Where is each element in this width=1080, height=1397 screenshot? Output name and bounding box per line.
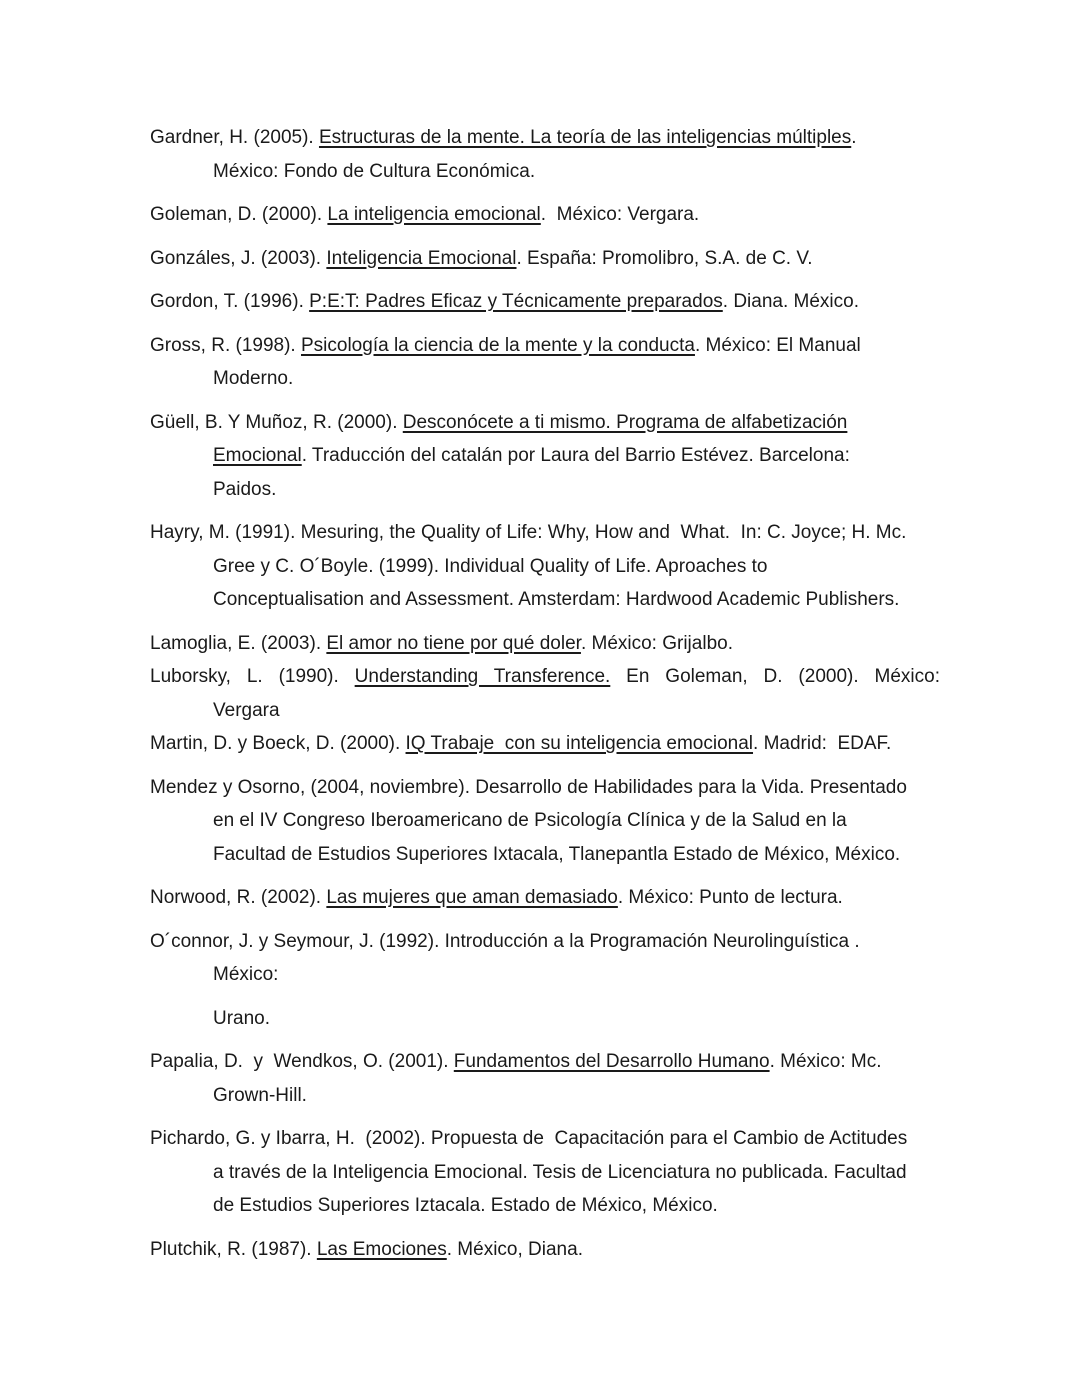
entry-spacer [150, 617, 940, 627]
reference-line [150, 516, 940, 550]
reference-line [150, 329, 940, 363]
reference-entry-plutchik [150, 1233, 940, 1267]
entry-spacer [150, 232, 940, 242]
reference-entry-guell [150, 406, 940, 507]
entry-spacer [150, 1112, 940, 1122]
reference-entry-papalia [150, 1045, 940, 1112]
reference-line [150, 121, 940, 155]
reference-text: Mendez y Osorno, (2004, noviembre). Desarrollo de Habilidades para la Vida. Presentado [150, 776, 907, 798]
reference-text: Güell, B. Y Muñoz, R. (2000). [150, 411, 403, 433]
reference-text: . México: Grijalbo. [580, 632, 733, 654]
entry-spacer [150, 871, 940, 881]
reference-text: . México: Punto de lectura. [617, 887, 843, 908]
reference-title: Understanding Transference. [354, 666, 611, 687]
reference-text: Goleman, D. (2000). [150, 204, 328, 225]
reference-title: Las mujeres que aman demasiado [326, 887, 618, 908]
reference-line [150, 925, 940, 959]
reference-line [150, 1156, 940, 1190]
reference-line [150, 406, 940, 440]
reference-text: . Diana. México. [722, 291, 859, 312]
reference-entry-oconnor-cont [150, 1002, 940, 1036]
reference-line [150, 155, 940, 189]
reference-text: O´connor, J. y Seymour, J. (1992). Introducción a la Programación Neurolinguística . [150, 930, 860, 952]
reference-entry-mendez [150, 771, 940, 872]
reference-line [150, 439, 940, 473]
bibliography-page [150, 121, 940, 1266]
reference-text: Urano. [213, 1007, 271, 1029]
reference-line [150, 804, 940, 838]
reference-text: Gordon, T. (1996). [150, 291, 310, 312]
reference-text: Hayry, M. (1991). Mesuring, the Quality of Life: Why, How and What. In: C. Joyce; H. Mc. [150, 522, 907, 543]
reference-text: Facultad de Estudios Superiores Ixtacala, Tlanepantla Estado de México, México. [213, 843, 901, 865]
reference-title: Psicología la ciencia de la mente y la conducta [301, 334, 695, 356]
reference-line [150, 1045, 940, 1079]
entry-spacer [150, 1035, 940, 1045]
reference-entry-norwood [150, 881, 940, 915]
reference-text: Gonzáles, J. (2003). [150, 247, 327, 269]
reference-line [150, 1189, 940, 1223]
reference-line [150, 1079, 940, 1113]
reference-title: Estructuras de la mente. La teoría de las inteligencias múltiples [318, 127, 852, 148]
reference-entry-goleman [150, 198, 940, 232]
reference-line [150, 1122, 940, 1156]
reference-text: Grown-Hill. [213, 1084, 307, 1106]
entry-spacer [150, 992, 940, 1002]
reference-entry-luborsky [150, 660, 940, 727]
reference-entry-gonzales [150, 242, 940, 276]
reference-title: Emocional [213, 445, 302, 466]
reference-line [150, 198, 940, 232]
reference-text: de Estudios Superiores Iztacala. Estado de México, México. [213, 1195, 718, 1216]
reference-text: . Madrid: EDAF. [753, 733, 892, 754]
reference-text: Gree y C. O´Boyle. (1999). Individual Quality of Life. Aproaches to [213, 555, 768, 577]
reference-title: Inteligencia Emocional [326, 247, 517, 269]
reference-line [150, 550, 940, 584]
reference-entry-oconnor [150, 925, 940, 992]
reference-text: . México: Vergara. [540, 204, 700, 225]
reference-text: . Traducción del catalán por Laura del Barrio Estévez. Barcelona: [301, 445, 850, 466]
reference-line [150, 473, 940, 507]
reference-line [150, 958, 940, 992]
reference-text: Luborsky, L. (1990). [150, 666, 355, 687]
reference-text: . España: Promolibro, S.A. de C. V. [516, 247, 813, 269]
reference-text: Pichardo, G. y Ibarra, H. (2002). Propuesta de Capacitación para el Cambio de Actitudes [150, 1128, 908, 1149]
reference-text: Norwood, R. (2002). [150, 887, 327, 908]
reference-entry-lamoglia [150, 627, 940, 661]
reference-title: El amor no tiene por qué doler [326, 632, 581, 654]
reference-title: P:E:T: Padres Eficaz y Técnicamente preparados [309, 291, 723, 312]
entry-spacer [150, 1223, 940, 1233]
reference-text: Conceptualisation and Assessment. Amsterdam: Hardwood Academic Publishers. [213, 589, 900, 610]
reference-line [150, 1233, 940, 1267]
reference-text: México: Fondo de Cultura Económica. [213, 160, 536, 182]
reference-line [150, 771, 940, 805]
reference-line [150, 242, 940, 276]
reference-text: en el IV Congreso Iberoamericano de Psicología Clínica y de la Salud en la [213, 810, 847, 831]
reference-line [150, 285, 940, 319]
entry-spacer [150, 761, 940, 771]
reference-text: . [851, 127, 857, 148]
reference-entry-pichardo [150, 1122, 940, 1223]
reference-line [150, 838, 940, 872]
entry-spacer [150, 319, 940, 329]
reference-text: Gardner, H. (2005). [150, 127, 319, 148]
reference-entry-gross [150, 329, 940, 396]
reference-text: . México: El Manual [694, 334, 861, 356]
reference-line [150, 1002, 940, 1036]
reference-text: Gross, R. (1998). [150, 334, 301, 356]
entry-spacer [150, 188, 940, 198]
reference-text: Papalia, D. y Wendkos, O. (2001). [150, 1051, 454, 1072]
reference-entry-gardner [150, 121, 940, 188]
reference-line [150, 362, 940, 396]
reference-entry-martin [150, 727, 940, 761]
reference-text: a través de la Inteligencia Emocional. Tesis de Licenciatura no publicada. Facultad [213, 1161, 907, 1183]
reference-title: La inteligencia emocional [327, 204, 541, 225]
entry-spacer [150, 275, 940, 285]
reference-text: . México: Mc. [769, 1051, 882, 1072]
reference-entry-gordon [150, 285, 940, 319]
reference-entry-hayry [150, 516, 940, 617]
reference-line [150, 881, 940, 915]
reference-text: Vergara [213, 699, 280, 721]
entry-spacer [150, 915, 940, 925]
reference-text: México: [213, 964, 279, 985]
reference-title: IQ Trabaje con su inteligencia emocional [405, 733, 754, 754]
entry-spacer [150, 396, 940, 406]
reference-text: En Goleman, D. (2000). México: [610, 666, 940, 687]
reference-text: Paidos. [213, 478, 277, 500]
reference-line [150, 727, 940, 761]
reference-text: Martin, D. y Boeck, D. (2000). [150, 733, 406, 754]
reference-text: . México, Diana. [446, 1238, 583, 1260]
reference-title: Fundamentos del Desarrollo Humano [453, 1051, 770, 1072]
reference-line [150, 660, 940, 694]
reference-text: Moderno. [213, 368, 294, 389]
reference-line [150, 627, 940, 661]
reference-text: Plutchik, R. (1987). [150, 1238, 317, 1260]
entry-spacer [150, 506, 940, 516]
reference-line [150, 694, 940, 728]
reference-text: Lamoglia, E. (2003). [150, 632, 327, 654]
reference-line [150, 583, 940, 617]
reference-title: Desconócete a ti mismo. Programa de alfabetización [402, 411, 848, 433]
reference-title: Las Emociones [316, 1238, 447, 1260]
